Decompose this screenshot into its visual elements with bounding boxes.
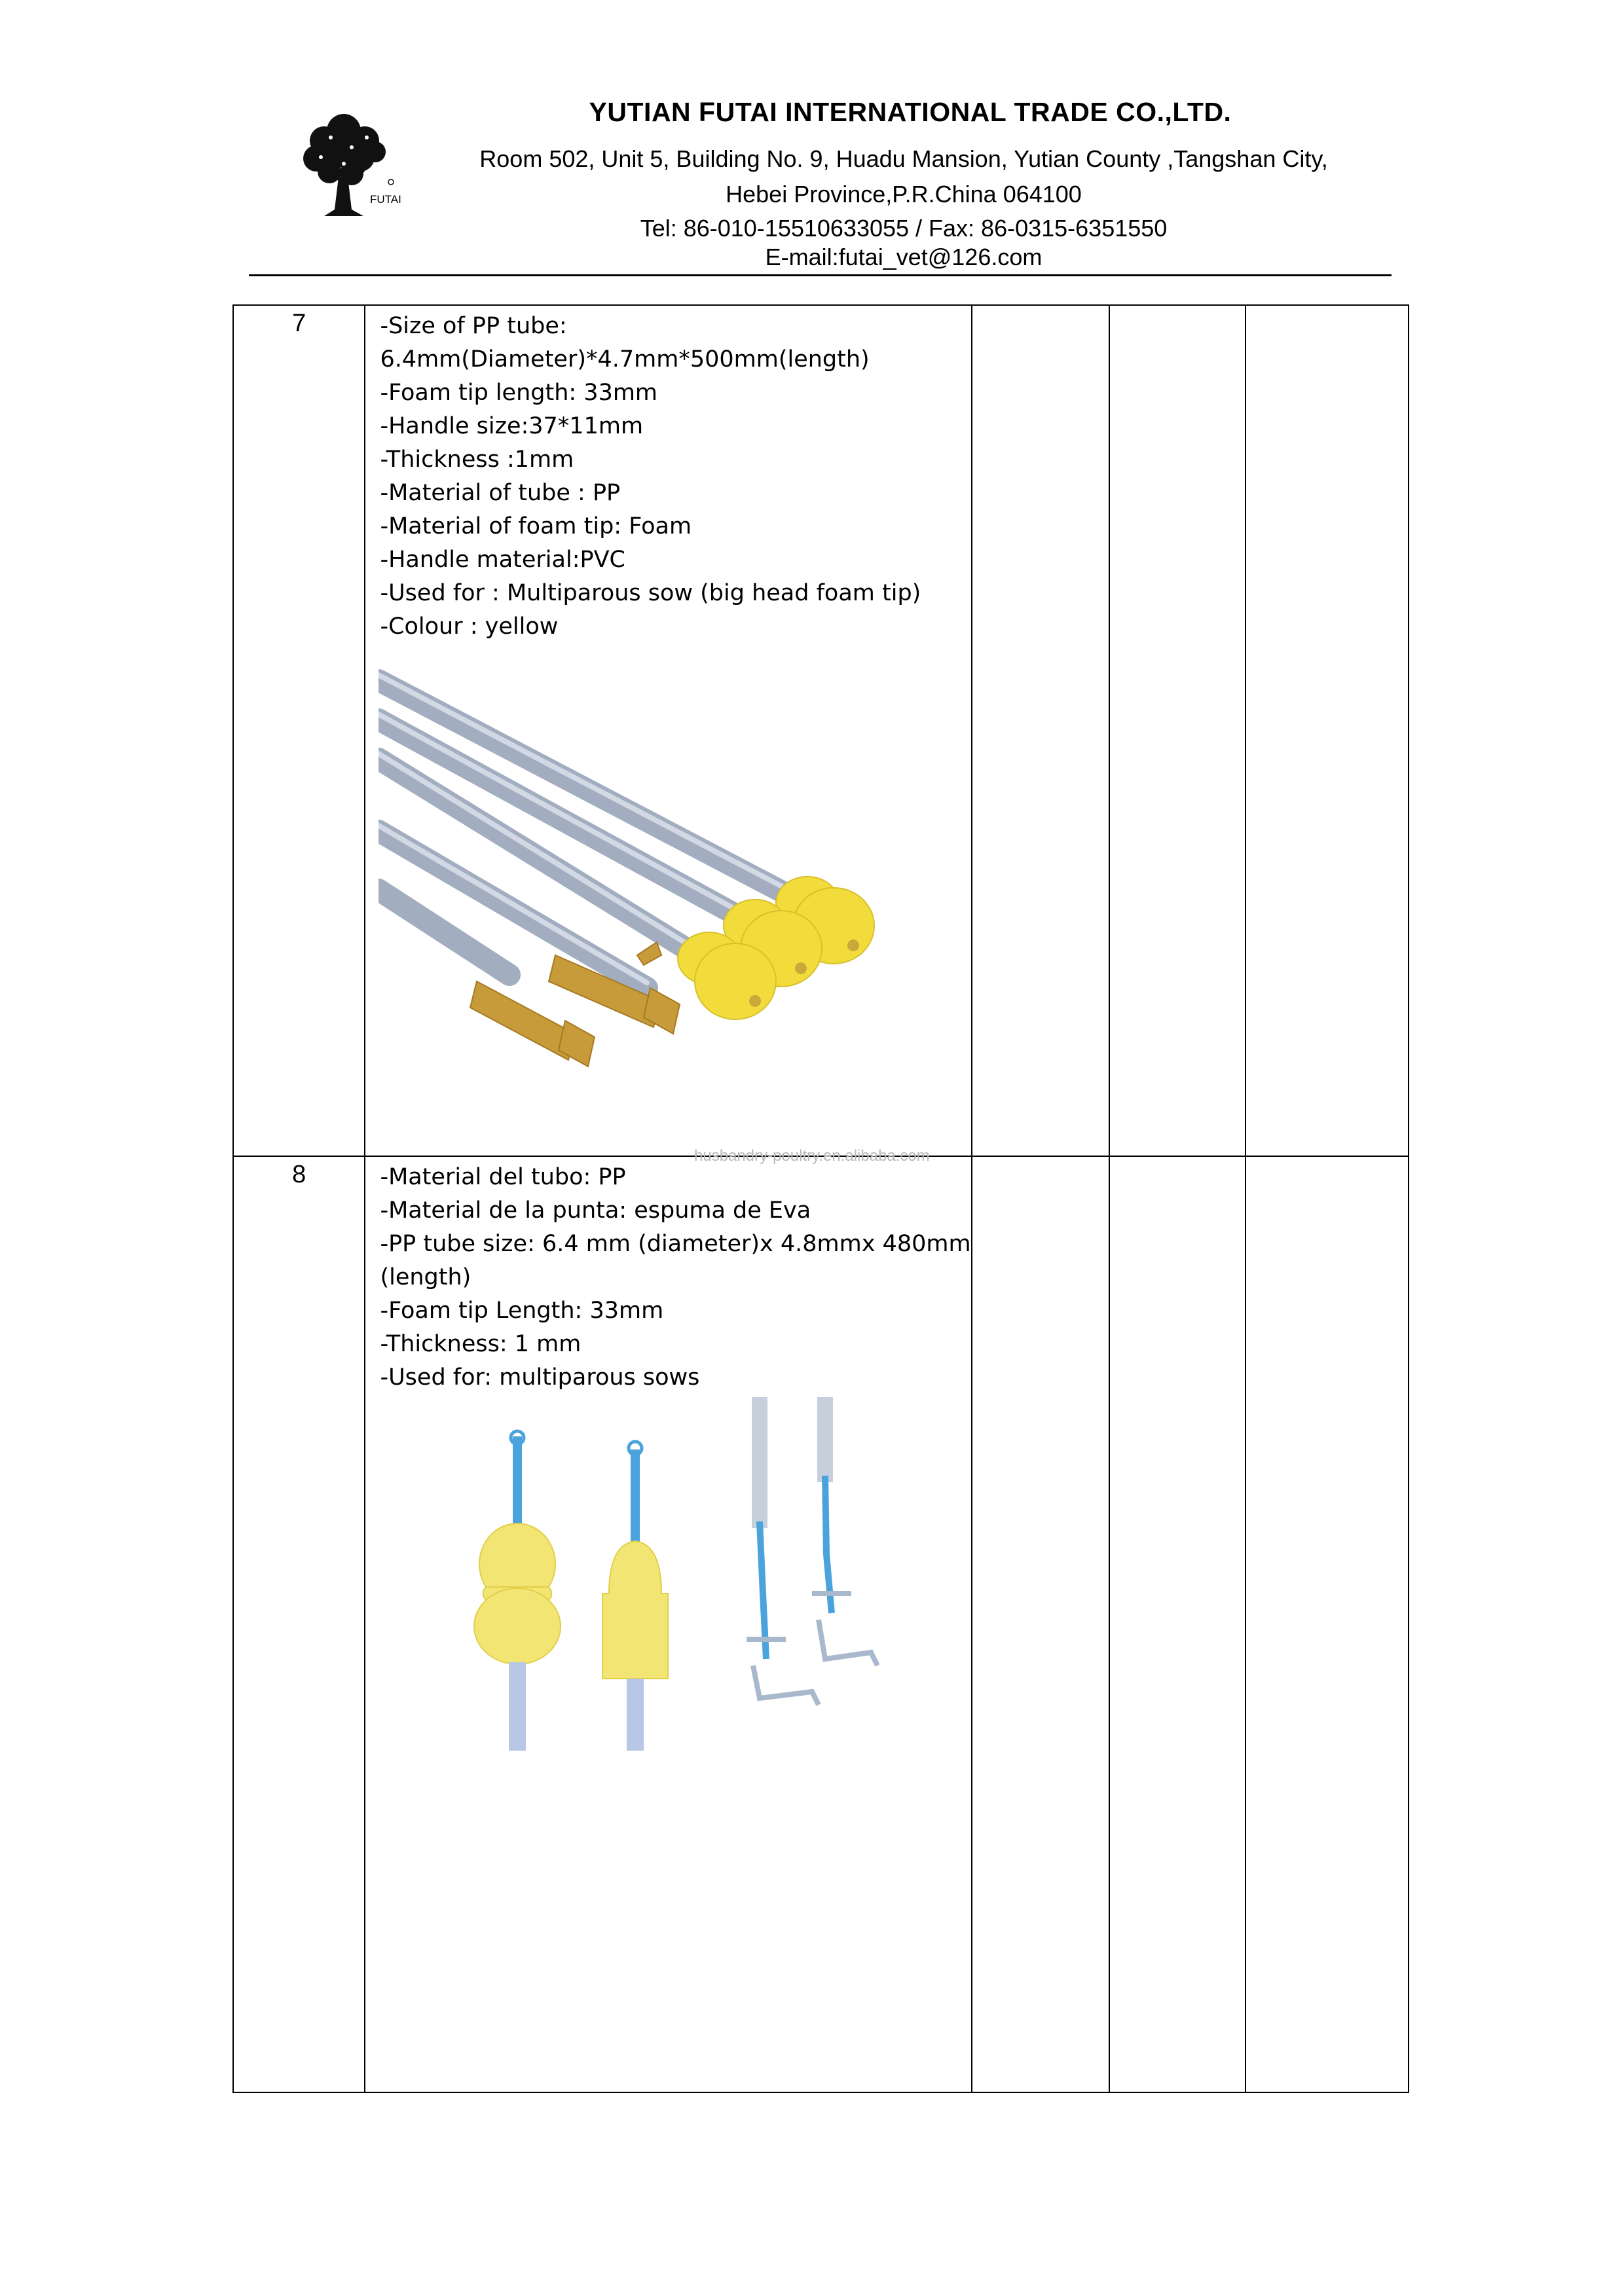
company-name: YUTIAN FUTAI INTERNATIONAL TRADE CO.,LTD.	[589, 97, 1232, 127]
spec-line: -Material de la punta: espuma de Eva	[380, 1197, 811, 1224]
spec-line: -Used for: multiparous sows	[380, 1364, 700, 1391]
item-number: 8	[233, 1156, 365, 2092]
contact-line: Tel: 86-010-15510633055 / Fax: 86-0315-6351550	[640, 215, 1168, 242]
spec-line: -Handle material:PVC	[380, 547, 625, 573]
letterhead	[0, 0, 1624, 282]
spec-line: -Material del tubo: PP	[380, 1164, 626, 1190]
empty-cell	[1246, 305, 1409, 1156]
spec-line: -PP tube size: 6.4 mm (diameter)x 4.8mmx 480mm	[380, 1231, 971, 1257]
spec-line: -Foam tip Length: 33mm	[380, 1298, 664, 1324]
empty-cell	[1109, 1156, 1246, 2092]
address-line-1: Room 502, Unit 5, Building No. 9, Huadu Mansion, Yutian County ,Tangshan City,	[479, 145, 1328, 172]
item-description	[365, 1156, 971, 2092]
header-divider	[249, 274, 1392, 276]
spec-line: -Foam tip length: 33mm	[380, 380, 658, 406]
spec-line: -Thickness: 1 mm	[380, 1331, 581, 1357]
spec-line: -Colour : yellow	[380, 613, 559, 640]
svg-text:FUTAI: FUTAI	[370, 193, 401, 206]
empty-cell	[972, 1156, 1109, 2092]
item-description	[365, 305, 971, 1156]
spec-line: -Material of foam tip: Foam	[380, 513, 692, 539]
spec-line: -Size of PP tube:	[380, 313, 567, 339]
spec-line: -Thickness :1mm	[380, 446, 574, 473]
product-spec-table	[232, 304, 1409, 2093]
table-row	[233, 1156, 1409, 2092]
spec-line: 6.4mm(Diameter)*4.7mm*500mm(length)	[380, 346, 870, 373]
watermark: husbandry-poultry.en.alibaba.com	[694, 1147, 930, 1165]
email-line: E-mail:futai_vet@126.com	[765, 244, 1043, 270]
spec-line: (length)	[380, 1264, 471, 1290]
table-row	[233, 305, 1409, 1156]
address-line-2: Hebei Province,P.R.China 064100	[726, 181, 1082, 208]
empty-cell	[1246, 1156, 1409, 2092]
spec-line: -Material of tube : PP	[380, 480, 621, 506]
yellow-foam-tip-catheters-photo	[378, 667, 889, 1086]
empty-cell	[972, 305, 1109, 1156]
item-number: 7	[233, 305, 365, 1156]
spec-line: -Used for : Multiparous sow (big head foam tip)	[380, 580, 921, 606]
empty-cell	[1109, 305, 1246, 1156]
blue-tube-foam-tip-catheters-photo	[445, 1397, 930, 1751]
spec-line: -Handle size:37*11mm	[380, 413, 644, 439]
